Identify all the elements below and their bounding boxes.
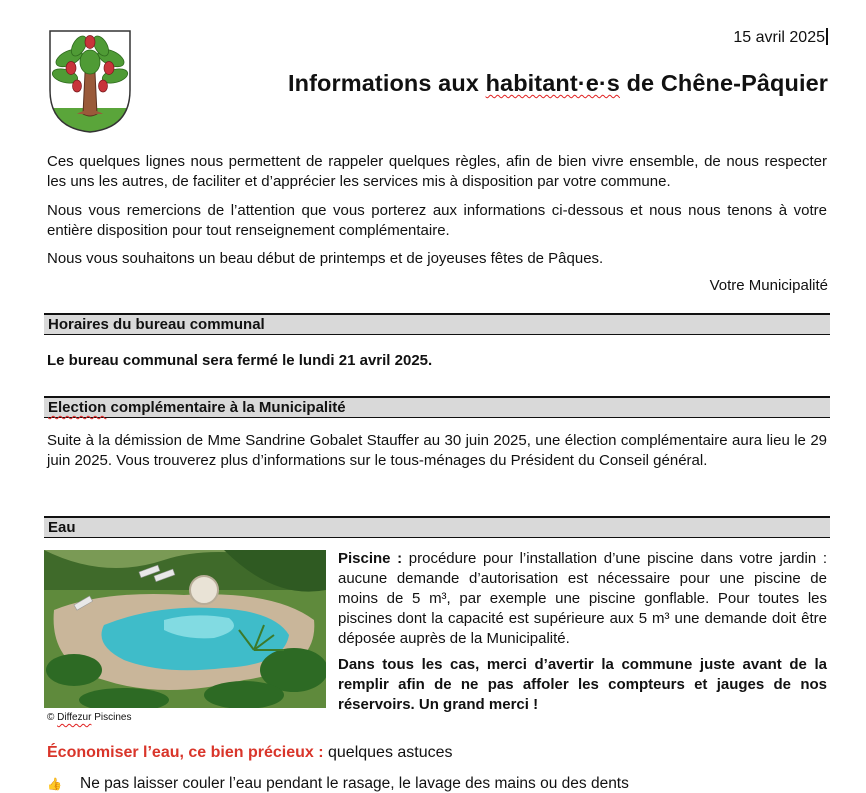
signature: Votre Municipalité: [709, 277, 828, 294]
piscine-label: Piscine :: [338, 550, 403, 567]
intro-paragraph-1: Ces quelques lignes nous permettent de rappeler quelques règles, afin de bien vivre ensemble, de nous respecter les uns les autres, de faciliter et d’apprécier les services mis à disposition par votre commune.: [47, 153, 827, 190]
pool-photo: [44, 550, 326, 708]
spellcheck-word: Diffezur: [57, 712, 92, 723]
list-item: 👍 Ne pas laisser couler l’eau pendant le rasage, le lavage des mains ou des dents: [47, 775, 629, 792]
document-date: 15 avril 2025: [733, 28, 828, 47]
section-heading-office-hours: Horaires du bureau communal: [44, 313, 830, 335]
election-paragraph: Suite à la démission de Mme Sandrine Gobalet Stauffer au 30 juin 2025, une élection complémentaire aura lieu le 29 juin 2025. Vous trouverez plus d’informations sur le tous-ménages du Président du Conseil général.: [47, 432, 827, 469]
page-title: Informations aux habitant·e·s de Chêne-Pâquier: [288, 70, 828, 96]
section-heading-election: Election complémentaire à la Municipalité: [44, 396, 830, 418]
water-saving-heading: Économiser l’eau, ce bien précieux : quelques astuces: [47, 744, 453, 761]
spellcheck-word: habitant·e·s: [485, 70, 620, 96]
text-cursor: [826, 28, 828, 45]
photo-credit: © Diffezur Piscines: [47, 712, 132, 723]
swimming-pool-image-icon: [44, 550, 326, 708]
thumbs-up-icon: 👍: [47, 777, 62, 791]
oak-tree-crest-icon: [47, 28, 133, 134]
piscine-paragraph: Piscine : procédure pour l’installation d’une piscine dans votre jardin : aucune demande d’autorisation est nécessaire pour une piscine de moins de 5 m³, par exemple une piscine gonflable. Pour toutes les piscines dont la capacité est supérieure aux 5 m³ une demande doit être déposée auprès de la Municipalité.: [338, 550, 827, 647]
piscine-warning: Dans tous les cas, merci d’avertir la commune juste avant de la remplir afin de ne pas affoler les compteurs et jauges de nos réservoirs. Un grand merci !: [338, 656, 827, 713]
coat-of-arms-logo: [47, 28, 133, 134]
intro-paragraph-3: Nous vous souhaitons un beau début de printemps et de joyeuses fêtes de Pâques.: [47, 250, 604, 267]
intro-paragraph-2: Nous vous remercions de l’attention que vous porterez aux informations ci-dessous et nous nous tenons à votre entière disposition pour tout renseignement complémentaire.: [47, 202, 827, 239]
office-closure-notice: Le bureau communal sera fermé le lundi 21 avril 2025.: [47, 352, 433, 369]
spellcheck-word: Election: [48, 399, 107, 416]
section-heading-water: Eau: [44, 516, 830, 538]
